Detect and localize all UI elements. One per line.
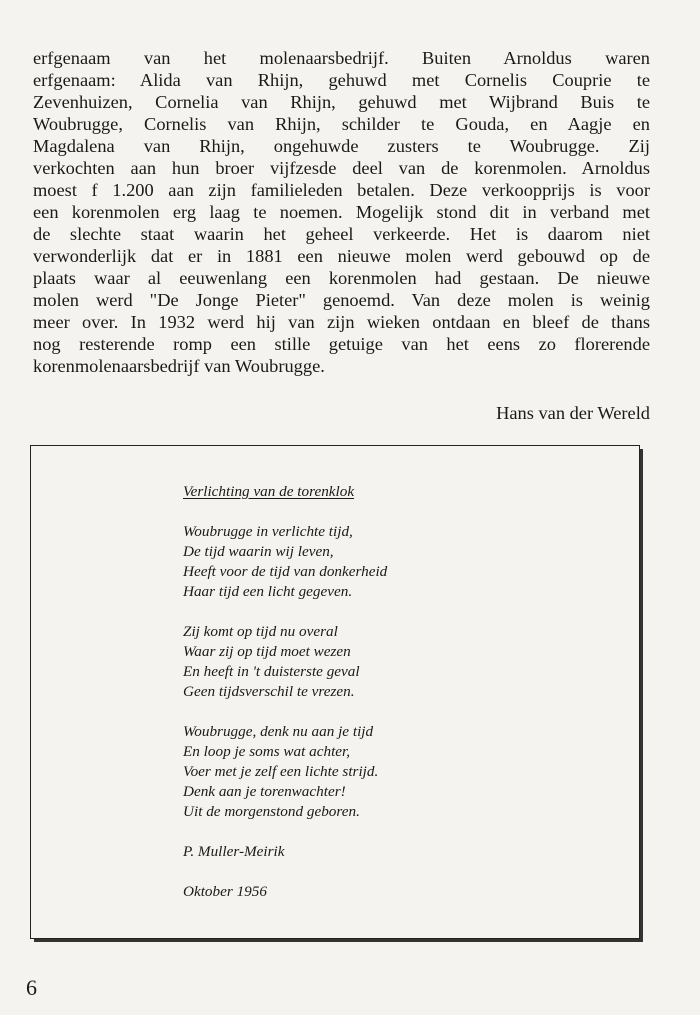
poem-stanza xyxy=(183,722,387,822)
poem-line: Geen tijdsverschil te vrezen. xyxy=(183,683,355,700)
poem xyxy=(183,482,387,902)
text-line: Magdalena van Rhijn, ongehuwde zusters te Woubrugge. Zij xyxy=(33,136,650,156)
poem-line: En heeft in 't duisterste geval xyxy=(183,663,360,680)
text-line: een korenmolen erg laag te noemen. Mogelijk stond dit in verband met xyxy=(33,202,650,222)
poem-line: Woubrugge in verlichte tijd, xyxy=(183,523,353,540)
poem-title: Verlichting van de torenklok xyxy=(183,483,355,500)
text-line: nog resterende romp een stille getuige van het eens zo florerende xyxy=(33,334,650,354)
poem-line: Woubrugge, denk nu aan je tijd xyxy=(183,723,374,740)
poem-line: En loop je soms wat achter, xyxy=(183,743,351,760)
text-line: de slechte staat waarin het geheel verkeerde. Het is daarom niet xyxy=(33,224,650,244)
poem-date: Oktober 1956 xyxy=(183,883,267,900)
poem-line: Voer met je zelf een lichte strijd. xyxy=(183,763,379,780)
poem-line: Haar tijd een licht gegeven. xyxy=(183,583,353,600)
text-line: korenmolenaarsbedrijf van Woubrugge. xyxy=(33,356,325,376)
text-line: molen werd "De Jonge Pieter" genoemd. Van deze molen is weinig xyxy=(33,290,650,310)
author-name: Hans van der Wereld xyxy=(496,403,650,423)
poem-line: Heeft voor de tijd van donkerheid xyxy=(183,563,388,580)
poem-stanza xyxy=(183,622,387,702)
text-line: verkochten aan hun broer vijfzesde deel van de korenmolen. Arnoldus xyxy=(33,158,650,178)
poem-signature: P. Muller-Meirik xyxy=(183,843,285,860)
text-line: erfgenaam: Alida van Rhijn, gehuwd met Cornelis Couprie te xyxy=(33,70,650,90)
poem-line: Denk aan je torenwachter! xyxy=(183,783,346,800)
text-line: erfgenaam van het molenaarsbedrijf. Buiten Arnoldus waren xyxy=(33,48,650,68)
poem-line: Uit de morgenstond geboren. xyxy=(183,803,360,820)
text-line: Woubrugge, Cornelis van Rhijn, schilder te Gouda, en Aagje en xyxy=(33,114,650,134)
article-text xyxy=(33,47,650,377)
poem-line: Zij komt op tijd nu overal xyxy=(183,623,338,640)
text-line: Zevenhuizen, Cornelia van Rhijn, gehuwd met Wijbrand Buis te xyxy=(33,92,650,112)
text-line: moest f 1.200 aan zijn familieleden betalen. Deze verkoopprijs is voor xyxy=(33,180,650,200)
page-number: 6 xyxy=(26,975,37,1000)
poem-stanza xyxy=(183,522,387,602)
poem-line: Waar zij op tijd moet wezen xyxy=(183,643,351,660)
poem-frame xyxy=(30,445,640,939)
text-line: verwonderlijk dat er in 1881 een nieuwe molen werd gebouwd op de xyxy=(33,246,650,266)
poem-line: De tijd waarin wij leven, xyxy=(183,543,334,560)
text-line: meer over. In 1932 werd hij van zijn wieken ontdaan en bleef de thans xyxy=(33,312,650,332)
text-line: plaats waar al eeuwenlang een korenmolen had gestaan. De nieuwe xyxy=(33,268,650,288)
